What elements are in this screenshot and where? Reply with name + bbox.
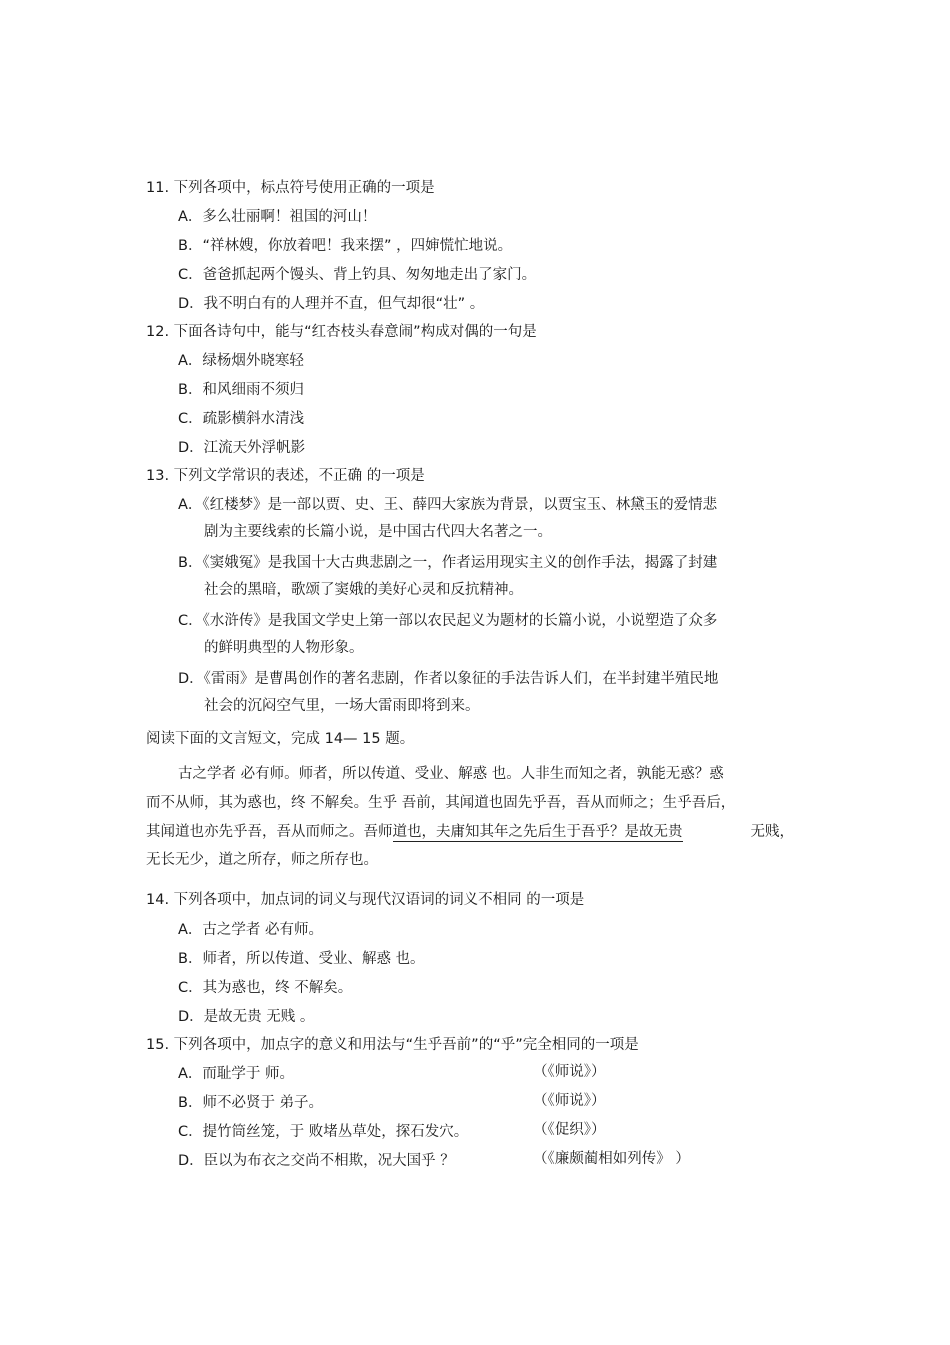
q11-option-a: A．多么壮丽啊！祖国的河山！ xyxy=(178,209,377,225)
q14-option-a: A．古之学者 必有师。 xyxy=(178,922,324,938)
q11-stem: 11. 下列各项中，标点符号使用正确的一项是 xyxy=(146,180,435,196)
q14-option-b: B．师者，所以传道、受业、解惑 也。 xyxy=(178,951,425,967)
q15-option-c-source: （《促织》） xyxy=(533,1122,606,1138)
q15-option-b-source: （《师说》） xyxy=(533,1093,606,1109)
q11-option-b: B．“祥林嫂，你放着吧！我来摆” ，四婶慌忙地说。 xyxy=(178,238,513,254)
passage-line-3-end: 无贱， xyxy=(750,824,794,840)
passage-line-3-start: 其闻道也亦先乎吾，吾从而师之。吾师 xyxy=(146,824,393,840)
q13-option-c: C．《水浒传》是我国文学史上第一部以农民起义为题材的长篇小说，小说塑造了众多 xyxy=(178,613,718,629)
q13-option-b-cont: 社会的黑暗，歌颂了窦娥的美好心灵和反抗精神。 xyxy=(204,582,523,598)
q13-option-b: B．《窦娥冤》是我国十大古典悲剧之一，作者运用现实主义的创作手法，揭露了封建 xyxy=(178,555,718,571)
reading-intro: 阅读下面的文言短文，完成 14— 15 题。 xyxy=(146,731,415,747)
q15-option-a-source: （《师说》） xyxy=(533,1064,606,1080)
q13-option-d-cont: 社会的沉闷空气里，一场大雷雨即将到来。 xyxy=(204,698,480,714)
q12-stem: 12. 下面各诗句中，能与“红杏枝头春意闹”构成对偶的一句是 xyxy=(146,324,537,340)
q15-option-a: A．而耻学于 师。 xyxy=(178,1066,295,1082)
q13-option-a: A．《红楼梦》是一部以贾、史、王、薛四大家族为背景，以贾宝玉、林黛玉的爱情悲 xyxy=(178,497,718,513)
q15-option-b: B．师不必贤于 弟子。 xyxy=(178,1095,324,1111)
q12-option-a: A．绿杨烟外晓寒轻 xyxy=(178,353,304,369)
q15-stem: 15. 下列各项中，加点字的意义和用法与“生乎吾前”的“乎”完全相同的一项是 xyxy=(146,1037,639,1053)
q12-option-b: B．和风细雨不须归 xyxy=(178,382,304,398)
q14-stem: 14. 下列各项中，加点词的词义与现代汉语词的词义不相同 的一项是 xyxy=(146,892,585,908)
passage-line-2: 而不从师，其为惑也，终 不解矣。生乎 吾前，其闻道也固先乎吾，吾从而师之；生乎吾后， xyxy=(146,795,736,811)
q15-option-d-source: （《廉颇蔺相如列传》 ） xyxy=(533,1151,690,1167)
q14-option-c: C．其为惑也，终 不解矣。 xyxy=(178,980,353,996)
q15-option-d: D．臣以为布衣之交尚不相欺，况大国乎 ？ xyxy=(178,1153,455,1169)
q13-option-a-cont: 剧为主要线索的长篇小说，是中国古代四大名著之一。 xyxy=(204,524,552,540)
passage-line-4: 无长无少，道之所存，师之所存也。 xyxy=(146,852,378,868)
q11-option-d: D．我不明白有的人理并不直，但气却很“壮” 。 xyxy=(178,296,485,312)
passage-line-3 xyxy=(146,823,794,841)
q13-stem: 13. 下列文学常识的表述，不正确 的一项是 xyxy=(146,468,425,484)
q15-option-c: C．提竹筒丝笼，于 败堵丛草处，探石发穴。 xyxy=(178,1124,469,1140)
passage-underlined-text: 道也，夫庸知其年之先后生于吾乎？是故无贵 xyxy=(392,824,683,840)
q12-option-d: D．江流天外浮帆影 xyxy=(178,440,306,456)
q11-option-c: C．爸爸抓起两个馒头、背上钓具、匆匆地走出了家门。 xyxy=(178,267,537,283)
q14-option-d: D．是故无贵 无贱 。 xyxy=(178,1009,315,1025)
q13-option-c-cont: 的鲜明典型的人物形象。 xyxy=(204,640,364,656)
q13-option-d: D．《雷雨》是曹禺创作的著名悲剧，作者以象征的手法告诉人们，在半封建半殖民地 xyxy=(178,671,719,687)
q12-option-c: C．疏影横斜水清浅 xyxy=(178,411,305,427)
passage-line-1: 古之学者 必有师。师者，所以传道、受业、解惑 也。人非生而知之者，孰能无惑？惑 xyxy=(178,766,724,782)
